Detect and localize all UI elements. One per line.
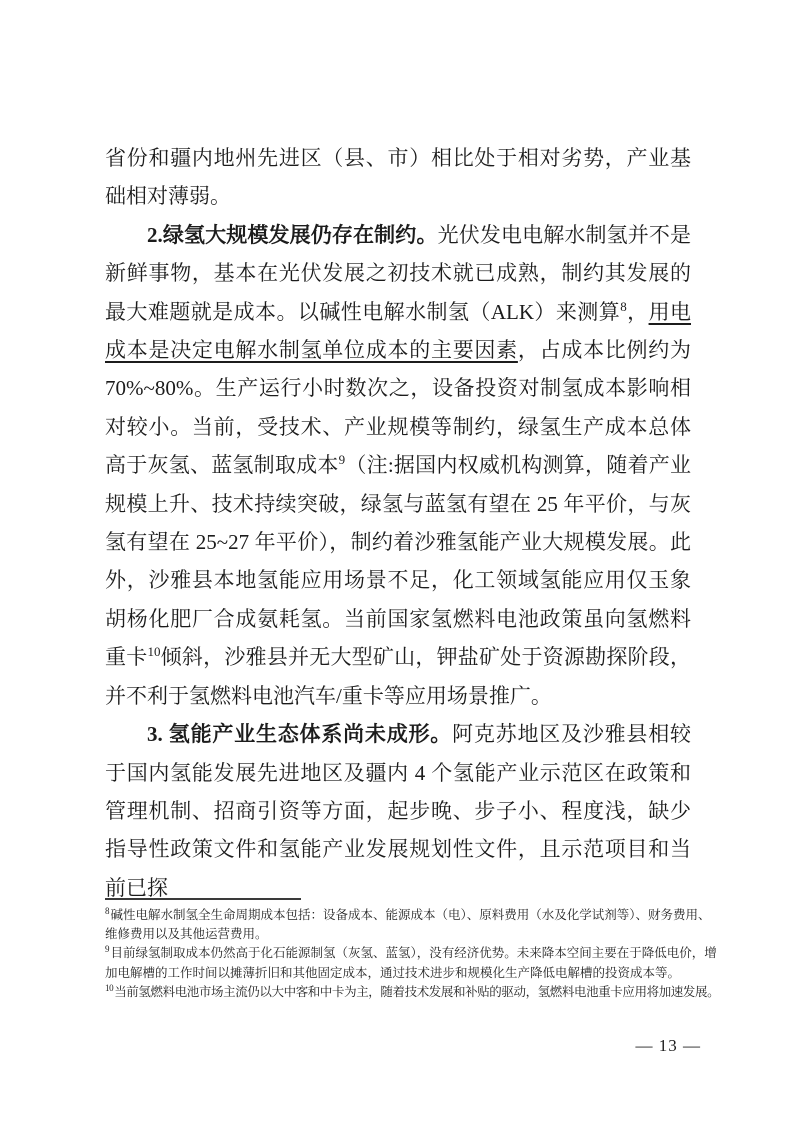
paragraph-text: 阿克苏地区及沙雅县相较于国内氢能发展先进地区及疆内 4 个氢能产业示范区在政策和管理机制、招商引资等方面，起步晚、步子小、程度浅，缺少指导性政策文件和氢能产业发展规划性文件，且示范项目和当前已探 (105, 722, 692, 900)
footnote-8 (105, 906, 717, 944)
body-text (105, 139, 691, 907)
footnote-line (105, 925, 717, 944)
footnote-text: 碱性电解水制氢全生命周期成本包括：设备成本、能源成本（电）、原料费用（水及化学试剂等）、财务费用、 (110, 908, 711, 922)
footnote-line (105, 906, 717, 925)
paragraph-text: 光伏发电电解水制氢并不是新鲜事物，基本在光伏发展之初技术就已成熟，制约其发展的最大难题就是成本。以碱性电解水制氢（ALK）来测算 (105, 222, 692, 324)
footnote-text: 维修费用以及其他运营费用。 (105, 927, 268, 942)
paragraph-section-2 (105, 216, 691, 715)
paragraph-section-3 (105, 715, 691, 907)
footnote-line (105, 944, 717, 963)
footnote-area (105, 898, 720, 1002)
section-heading: 2.绿氢大规模发展仍存在制约。 (147, 222, 438, 247)
footnote-marker: 10 (105, 982, 114, 993)
paragraph-text: ，占成本比例约为70%~80%。生产运行小时数次之，设备投资对制氢成本影响相对较小。当前，受技术、产业规模等制约，绿氢生产成本总体高于灰氢、蓝氢制取成本 (105, 338, 692, 478)
footnote-ref-8: 8 (620, 298, 627, 314)
footnote-text: 加电解槽的工作时间以摊薄折旧和其他固定成本，通过技术进步和规模化生产降低电解槽的投资成本等。 (105, 965, 681, 980)
footnote-ref-10: 10 (147, 644, 161, 660)
footnote-line (105, 964, 717, 983)
footnote-line (105, 982, 720, 1002)
paragraph-continuation (105, 139, 691, 216)
footnote-text: 当前氢燃料电池市场主流仍以大中客和中卡为主，随着技术发展和补贴的驱动，氢燃料电池重卡应用将加速发展。 (114, 984, 720, 999)
footnote-marker: 8 (105, 905, 110, 916)
footnote-marker: 9 (105, 944, 110, 955)
paragraph-text: （注:据国内权威机构测算，随着产业规模上升、技术持续突破，绿氢与蓝氢有望在 25 年平价，与灰氢有望在 25~27 年平价），制约着沙雅氢能产业大规模发展。此外，沙雅县本地氢能应用场景不足，化工领域氢能应用仅玉象胡杨化肥厂合成氨耗氢。当前国家氢燃料电池政策虽向氢燃料重卡 (105, 453, 691, 670)
page-number: — 13 — (635, 1036, 701, 1055)
underlined-text: 用电成本是决定电解水制氢单位成本的主要因素 (105, 299, 691, 363)
footnote-text: 目前绿氢制取成本仍然高于化石能源制氢（灰氢、蓝氢），没有经济优势。未来降本空间主要在于降低电价，增 (110, 946, 717, 961)
footnote-ref-9: 9 (338, 452, 346, 468)
paragraph-text: 省份和疆内地州先进区（县、市）相比处于相对劣势，产业基础相对薄弱。 (105, 146, 691, 209)
paragraph-text: ， (626, 299, 649, 324)
footnote-10 (105, 982, 720, 1002)
paragraph-text: 倾斜，沙雅县并无大型矿山，钾盐矿处于资源勘探阶段，并不利于氢燃料电池汽车/重卡等应用场景推广。 (105, 645, 692, 708)
footnote-separator (105, 898, 301, 900)
footnote-9 (105, 944, 717, 982)
section-heading: 3. 氢能产业生态体系尚未成形。 (147, 722, 453, 747)
